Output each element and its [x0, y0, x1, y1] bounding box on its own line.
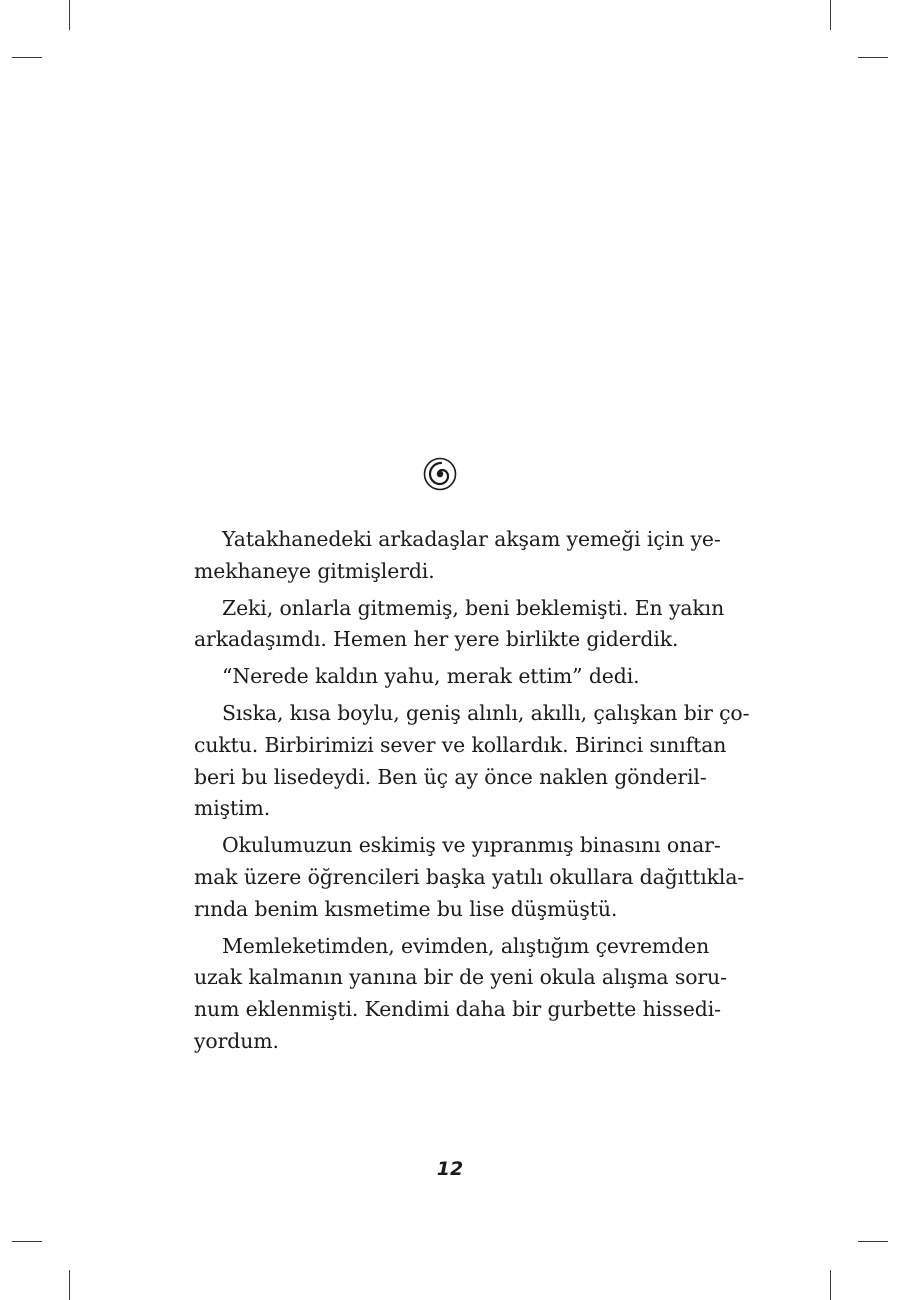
page-number: 12 — [436, 1158, 464, 1180]
text-line: mekhaneye gitmişlerdi. — [194, 558, 435, 583]
crop-mark-top-right-horizontal — [858, 57, 888, 58]
text-line: Yatakhanedeki arkadaşlar akşam yemeği için ye- — [222, 527, 721, 551]
paragraph — [194, 830, 745, 925]
text-line: Zeki, onlarla gitmemiş, beni beklemişti. En yakın — [222, 595, 725, 620]
paragraph — [194, 698, 750, 825]
crop-mark-bottom-right-vertical — [830, 1270, 831, 1300]
paragraph — [194, 593, 725, 657]
paragraph — [194, 524, 721, 588]
crop-mark-top-right-vertical — [830, 0, 831, 30]
text-line: Sıska, kısa boylu, geniş alınlı, akıllı, çalışkan bir ço- — [222, 700, 750, 725]
crop-mark-top-left-vertical — [69, 0, 70, 30]
text-line: Okulumuzun eskimiş ve yıpranmış binasını onar- — [222, 833, 721, 858]
text-line: cuktu. Birbirimizi sever ve kollardık. Birinci sınıftan — [194, 732, 727, 757]
paragraph — [194, 661, 690, 693]
crop-mark-bottom-left-vertical — [69, 1270, 70, 1300]
spiral-ornament-icon — [423, 457, 457, 491]
crop-mark-bottom-right-horizontal — [858, 1241, 888, 1242]
text-line: mak üzere öğrencileri başka yatılı okullara dağıttıkla- — [194, 864, 745, 889]
text-line: rında benim kısmetime bu lise düşmüştü. — [194, 896, 618, 921]
paragraph — [194, 931, 727, 1058]
text-line: arkadaşımdı. Hemen her yere birlikte giderdik. — [194, 627, 679, 652]
body-text — [194, 524, 750, 1063]
crop-mark-top-left-horizontal — [12, 57, 42, 58]
text-line: beri bu lisedeydi. Ben üç ay önce naklen gönderil- — [194, 764, 707, 789]
text-line: num eklenmişti. Kendimi daha bir gurbette hissedi- — [194, 997, 721, 1022]
text-line: uzak kalmanın yanına bir de yeni okula alışma soru- — [194, 965, 727, 990]
crop-mark-bottom-left-horizontal — [12, 1241, 42, 1242]
text-line: “Nerede kaldın yahu, merak ettim” dedi. — [222, 664, 640, 689]
text-line: Memleketimden, evimden, alıştığım çevremden — [222, 933, 710, 958]
text-line: yordum. — [194, 1028, 279, 1053]
text-line: miştim. — [194, 796, 271, 821]
